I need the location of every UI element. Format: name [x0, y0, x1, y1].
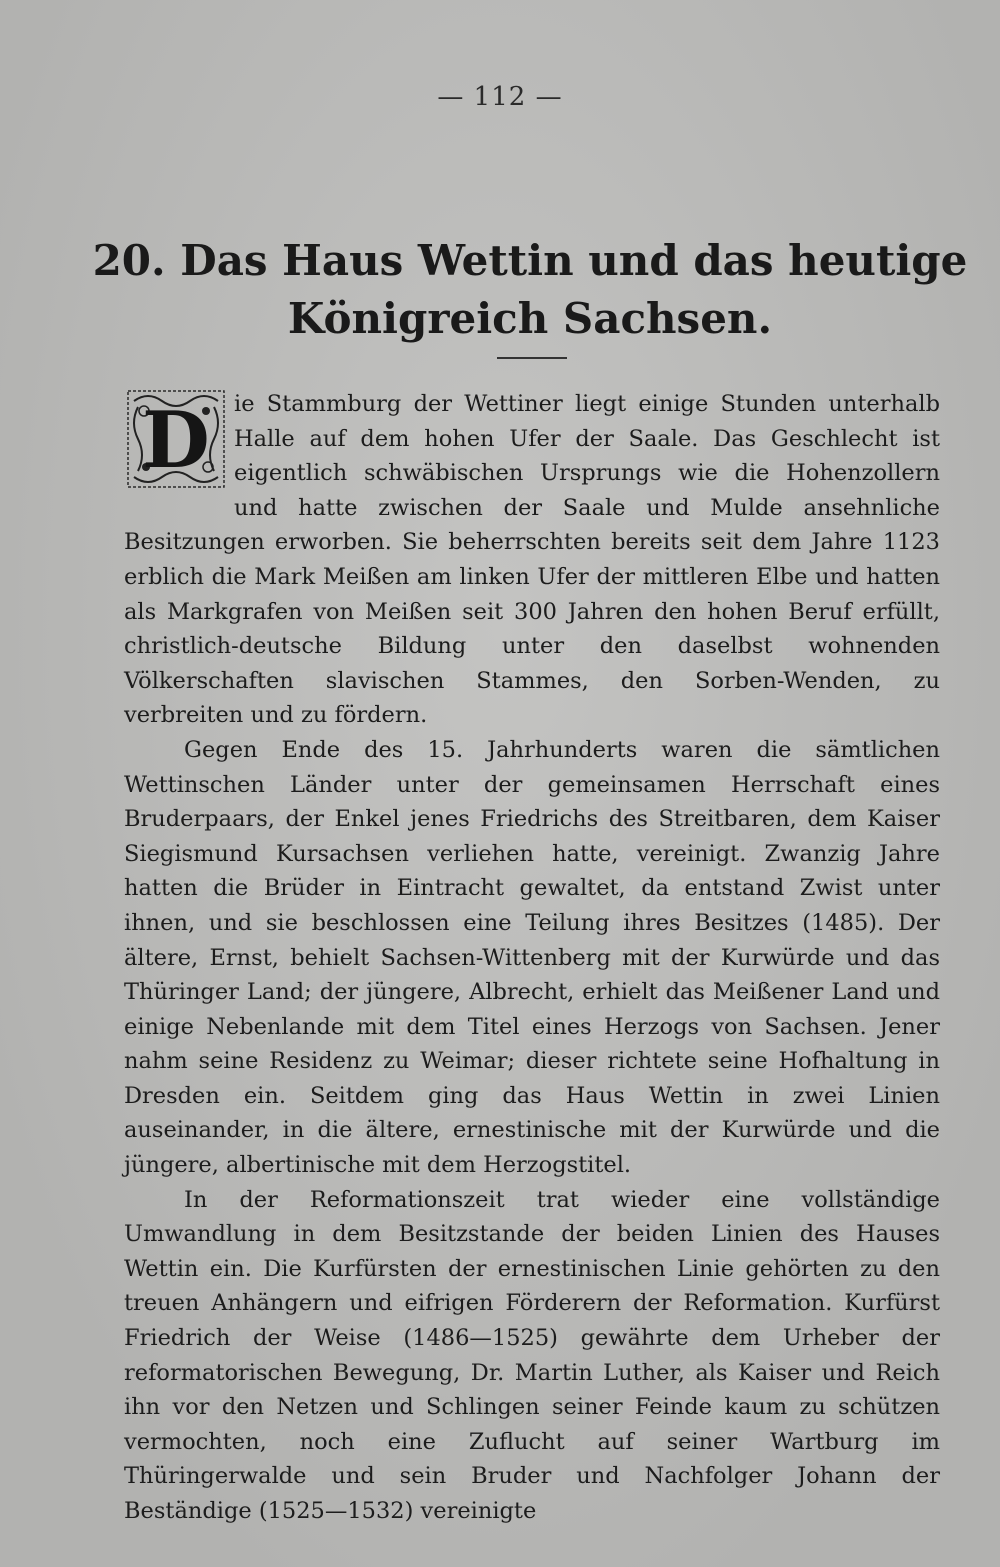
paragraph-2: Gegen Ende des 15. Jahrhunderts waren die sämtlichen Wettinschen Länder unter der gemeinsamen Herrschaft eines Bruderpaars, der Enkel jenes Friedrichs des Streitbaren, dem Kaiser Siegismund Kursachsen verliehen hatte, vereinigt. Zwanzig Jahre hatten die Brüder in Eintracht gewaltet, da entstand Zwist unter ihnen, und sie beschlossen eine Teilung ihres Besitzes (1485). Der ältere, Ernst, behielt Sachsen-Wittenberg mit der Kurwürde und das Thüringer Land; der jüngere, Albrecht, erhielt das Meißener Land und einige Nebenlande mit dem Titel eines Herzogs von Sachsen. Jener nahm seine Residenz zu Weimar; dieser richtete seine Hofhaltung in Dresden ein. Seitdem ging das Haus Wettin in zwei Linien auseinander, in die ältere, ernestinische mit der Kurwürde und die jüngere, albertinische mit dem Herzogstitel.: [124, 736, 940, 1179]
paragraph-1-text: ie Stammburg der Wettiner liegt einige Stunden unterhalb Halle auf dem hohen Ufer der Saale. Das Geschlecht ist eigentlich schwäbischen Ursprungs wie die Hohenzollern und hatte zwischen der Saale und Mulde ansehnliche Besitzungen erworben. Sie beherrschten bereits seit dem Jahre 1123 erblich die Mark Meißen am linken Ufer der mittleren Elbe und hatten als Markgrafen von Meißen seit 300 Jahren den hohen Beruf erfüllt, christlich-deutsche Bildung unter den daselbst wohnenden Völkerschaften slavischen Stammes, den Sorben-Wenden, zu verbreiten und zu fördern.: [124, 391, 940, 729]
chapter-title-line-2: Königreich Sachsen.: [287, 294, 773, 343]
paragraph-3: In der Reformationszeit trat wieder eine vollständige Umwandlung in dem Besitzstande der beiden Linien des Hauses Wettin ein. Die Kurfürsten der ernestinischen Linie gehörten zu den treuen Anhängern und eifrigen Förderern der Reformation. Kurfürst Friedrich der Weise (1486—1525) gewährte dem Urheber der reformatorischen Bewegung, Dr. Martin Luther, als Kaiser und Reich ihn vor den Netzen und Schlingen seiner Feinde kaum zu schützen vermochten, noch eine Zuflucht auf seiner Wartburg im Thüringerwalde und sein Bruder und Nachfolger Johann der Beständige (1525—1532) vereinigte: [124, 1186, 940, 1524]
body-text: [124, 387, 940, 1529]
chapter-title-line-1: 20. Das Haus Wettin und das heutige: [92, 236, 968, 285]
page-number: — 112 —: [437, 82, 563, 112]
drop-cap-letter: D: [142, 395, 210, 486]
chapter-title: [0, 232, 1000, 348]
paragraph-1: [124, 387, 940, 733]
title-divider: [497, 357, 567, 359]
ornamental-drop-cap-icon: [124, 387, 228, 491]
